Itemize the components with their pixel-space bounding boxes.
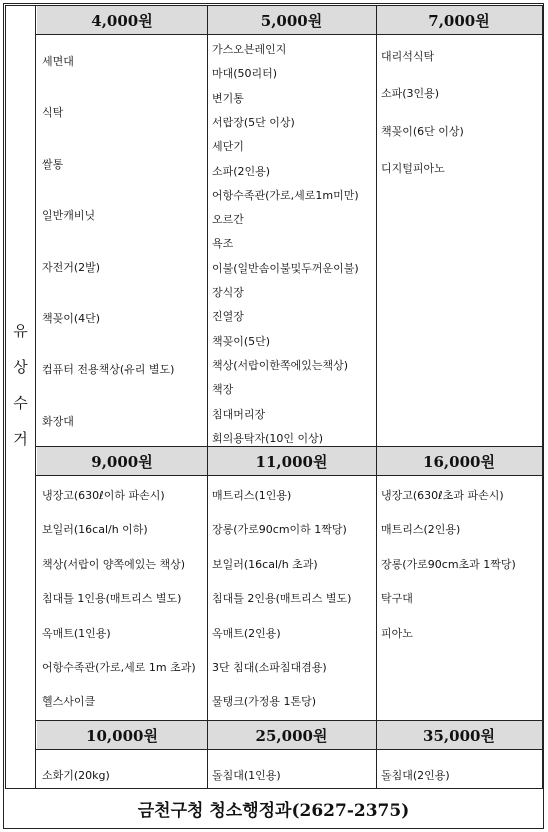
- list-item: 이불(일반솜이불및두꺼운이불): [212, 261, 359, 275]
- list-item: 마대(50리터): [212, 67, 278, 81]
- list-item: 책상(서랍이 양쪽에있는 책상): [42, 557, 186, 571]
- list-item: 식탁: [42, 106, 64, 120]
- list-item: 책꽂이(5단): [212, 334, 271, 348]
- price-header: 25,000원: [207, 721, 376, 749]
- list-item: 피아노: [381, 626, 413, 640]
- list-item: 대리석식탁: [381, 50, 435, 63]
- list-item: 소화기(20kg): [42, 769, 110, 782]
- side-label: [5, 313, 36, 457]
- price-header: 7,000원: [376, 6, 542, 34]
- list-item: 욕조: [212, 237, 234, 251]
- list-item: 물탱크(가정용 1톤당): [212, 695, 317, 709]
- list-item: 돌침대(2인용): [381, 769, 450, 782]
- price-header: 4,000원: [37, 6, 207, 34]
- side-label-char: 유: [13, 322, 28, 340]
- list-item: 장식장: [212, 286, 244, 299]
- list-item: 보일러(16cal/h 초과): [212, 557, 318, 571]
- list-item: 책장: [212, 383, 234, 397]
- list-item: 돌침대(1인용): [212, 769, 281, 782]
- list-item: 어항수족관(가로,세로 1m 초과): [42, 661, 196, 674]
- list-item: 세단기: [212, 140, 244, 154]
- list-item: 일반캐비닛: [42, 209, 96, 223]
- price-header: 5,000원: [207, 6, 376, 34]
- list-item: 3단 침대(소파침대겸용): [212, 661, 327, 674]
- price-header: 16,000원: [376, 447, 542, 475]
- price-header: 9,000원: [37, 447, 207, 475]
- list-item: 침대머리장: [212, 407, 266, 421]
- list-item: 서랍장(5단 이상): [212, 115, 295, 129]
- footer-contact: 금천구청 청소행정과(2627-2375): [137, 801, 410, 821]
- list-item: 옥매트(2인용): [212, 626, 281, 640]
- list-item: 회의용탁자(10인 이상): [212, 431, 324, 445]
- list-item: 쌀통: [42, 157, 64, 171]
- side-label-char: 거: [13, 430, 28, 448]
- list-item: 냉장고(630ℓ이하 파손시): [42, 489, 165, 502]
- list-item: 자전거(2발): [42, 260, 101, 274]
- list-item: 책꽂이(4단): [42, 312, 101, 325]
- list-item: 세면대: [42, 55, 74, 68]
- price-header: 35,000원: [376, 721, 542, 749]
- list-item: 변기통: [212, 91, 244, 105]
- list-item: 냉장고(630ℓ초과 파손시): [381, 489, 504, 502]
- list-item: 장롱(가로90cm초과 1짝당): [381, 557, 516, 571]
- list-item: 어항수족관(가로,세로1m미만): [212, 188, 359, 202]
- list-item: 침대틀 1인용(매트리스 별도): [42, 592, 182, 606]
- side-label-column: [5, 5, 36, 788]
- list-item: 디지털피아노: [381, 162, 445, 176]
- list-item: 매트리스(2인용): [381, 523, 461, 537]
- list-item: 옥매트(1인용): [42, 626, 111, 640]
- price-header: 11,000원: [207, 447, 376, 475]
- list-item: 소파(3인용): [381, 87, 440, 101]
- side-label-char: 수: [13, 394, 28, 412]
- side-label-char: 상: [13, 358, 28, 376]
- list-item: 책상(서랍이한쪽에있는책상): [212, 358, 349, 372]
- list-item: 탁구대: [381, 592, 413, 606]
- list-item: 진열장: [212, 310, 244, 324]
- list-item: 보일러(16cal/h 이하): [42, 523, 148, 537]
- list-item: 장롱(가로90cm이하 1짝당): [212, 523, 347, 537]
- list-item: 매트리스(1인용): [212, 489, 292, 502]
- list-item: 책꽂이(6단 이상): [381, 124, 464, 138]
- list-item: 오르간: [212, 213, 244, 227]
- list-item: 화장대: [42, 414, 74, 428]
- list-item: 헬스사이클: [42, 695, 96, 709]
- list-item: 소파(2인용): [212, 164, 271, 178]
- list-item: 컴퓨터 전용책상(유리 별도): [42, 363, 175, 377]
- price-header: 10,000원: [37, 721, 207, 749]
- list-item: 가스오븐레인지: [212, 43, 287, 56]
- list-item: 침대틀 2인용(매트리스 별도): [212, 592, 352, 606]
